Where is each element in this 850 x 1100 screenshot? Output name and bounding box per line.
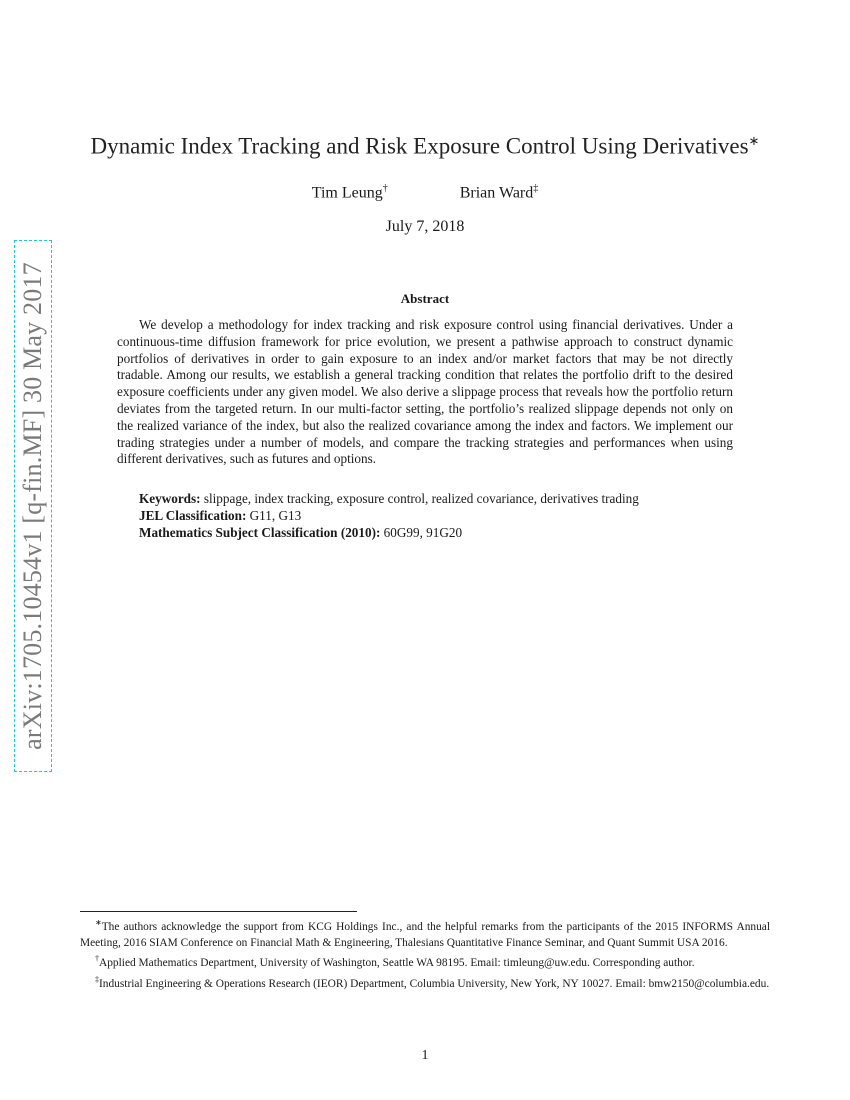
- author-list: [0, 183, 850, 202]
- author-tim-leung: [312, 183, 388, 202]
- abstract-text: We develop a methodology for index tracking and risk exposure control using financial derivatives. Under a continuous-time diffusion framework for price evolution, we present a pathwise approach to construct dynamic portfolios of derivatives in order to gain exposure to an index and/or market factors that may be not directly tradable. Among our results, we establish a general tracking condition that relates the portfolio drift to the desired exposure coefficients under any given model. We also derive a slippage process that reveals how the portfolio return deviates from the targeted return. In our multi-factor setting, the portfolio’s realized slippage depends not only on the realized variance of the index, but also the realized covariance among the index and factors. We implement our trading strategies under a number of models, and compare the tracking strategies and performances when using different derivatives, such as futures and options.: [117, 317, 733, 467]
- msc-value: 60G99, 91G20: [383, 524, 463, 540]
- arxiv-identifier-text[interactable]: arXiv:1705.10454v1 [q-fin.MF] 30 May 2017: [18, 262, 47, 750]
- author-name: Brian Ward: [459, 184, 534, 202]
- jel-label: JEL Classification:: [139, 507, 247, 523]
- jel-value: G11, G13: [249, 507, 302, 523]
- arxiv-identifier-stamp: [14, 240, 52, 772]
- keywords-label: Keywords:: [139, 491, 201, 506]
- footnote-mark: ‡: [95, 974, 99, 984]
- title-footnote-mark[interactable]: ∗: [748, 133, 760, 148]
- abstract-heading: Abstract: [400, 291, 450, 306]
- footnote-author-leung: [80, 951, 770, 972]
- jel-line: [139, 508, 739, 525]
- footnote-text: Applied Mathematics Department, University of Washington, Seattle WA 98195. Email: timleung@uw.edu. Corresponding author.: [99, 957, 695, 969]
- footnotes: [80, 915, 770, 992]
- footnote-text: Industrial Engineering & Operations Research (IEOR) Department, Columbia University, New York, NY 10027. Email: bmw2150@columbia.edu.: [99, 977, 770, 990]
- author-brian-ward: [460, 183, 539, 202]
- keywords-line: [139, 491, 739, 508]
- msc-line: [139, 525, 739, 542]
- author-name: Tim Leung: [311, 184, 383, 202]
- publication-date: July 7, 2018: [385, 218, 465, 235]
- footnote-author-ward: [80, 972, 770, 993]
- author-footnote-mark[interactable]: †: [382, 183, 388, 194]
- footnote-mark: †: [95, 954, 99, 964]
- keywords-value: slippage, index tracking, exposure control, realized covariance, derivatives trading: [203, 491, 639, 506]
- classification-block: [139, 491, 739, 541]
- footnote-text: The authors acknowledge the support from KCG Holdings Inc., and the helpful remarks from the participants of the 2015 INFORMS Annual Meeting, 2016 SIAM Conference on Financial Math & Engineering, Thalesians Quantitative Finance Seminar, and Quant Summit USA 2016.: [80, 920, 770, 949]
- author-footnote-mark[interactable]: ‡: [533, 183, 539, 194]
- paper-title: [0, 133, 850, 160]
- footnote-divider: [80, 911, 357, 912]
- footnote-acknowledgement: [80, 915, 770, 951]
- footnote-mark: ∗: [95, 918, 102, 927]
- msc-label: Mathematics Subject Classification (2010):: [139, 524, 381, 540]
- page-number: 1: [421, 1048, 429, 1063]
- paper-title-text: Dynamic Index Tracking and Risk Exposure Control Using Derivatives: [90, 133, 749, 159]
